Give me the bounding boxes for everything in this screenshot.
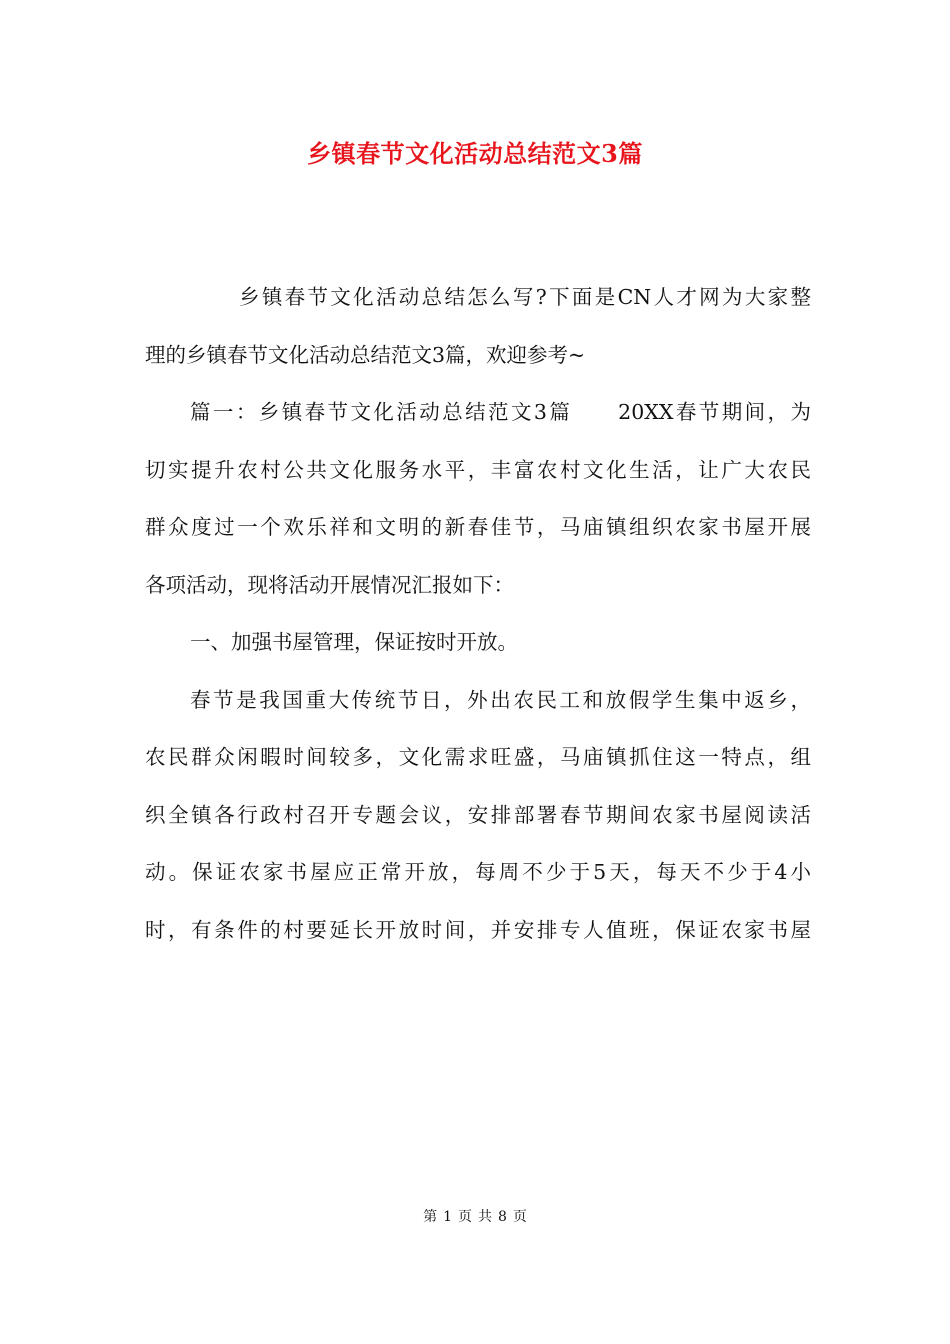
section-heading: 一、加强书屋管理，保证按时开放。: [190, 630, 518, 654]
footer-total-pages: 8: [498, 1209, 507, 1225]
paragraph-line: 乡镇春节文化活动总结怎么写?下面是CN人才网为大家整: [239, 285, 811, 309]
footer-page-label: 页: [458, 1209, 472, 1225]
document-body: [145, 272, 811, 962]
paragraph-line: 春节是我国重大传统节日，外出农民工和放假学生集中返乡，: [190, 687, 811, 712]
footer-suffix: 页: [512, 1209, 527, 1225]
footer-prefix: 第: [423, 1209, 438, 1225]
paragraph-line: 群众度过一个欢乐祥和文明的新春佳节，马庙镇组织农家书屋开展: [145, 515, 811, 539]
document-title: 乡镇春节文化活动总结范文3篇: [307, 139, 643, 168]
paragraph-line: 时，有条件的村要延长开放时间，并安排专人值班，保证农家书屋: [145, 917, 811, 942]
paragraph-line: 织全镇各行政村召开专题会议，安排部署春节期间农家书屋阅读活: [145, 802, 811, 827]
paragraph-line: 篇一：乡镇春节文化活动总结范文3篇 20XX春节期间，为: [190, 400, 811, 424]
paragraph-line: 动。保证农家书屋应正常开放，每周不少于5天，每天不少于4小: [145, 860, 811, 884]
page-footer: [0, 1206, 950, 1228]
paragraph-line: 切实提升农村公共文化服务水平，丰富农村文化生活，让广大农民: [145, 457, 811, 482]
paragraph-line: 理的乡镇春节文化活动总结范文3篇，欢迎参考~: [145, 342, 586, 367]
paragraph-line: 各项活动，现将活动开展情况汇报如下：: [145, 572, 514, 597]
footer-total-label: 共: [478, 1209, 492, 1225]
footer-page-number: 1: [443, 1209, 452, 1225]
paragraph-line: 农民群众闲暇时间较多，文化需求旺盛，马庙镇抓住这一特点，组: [145, 745, 811, 769]
